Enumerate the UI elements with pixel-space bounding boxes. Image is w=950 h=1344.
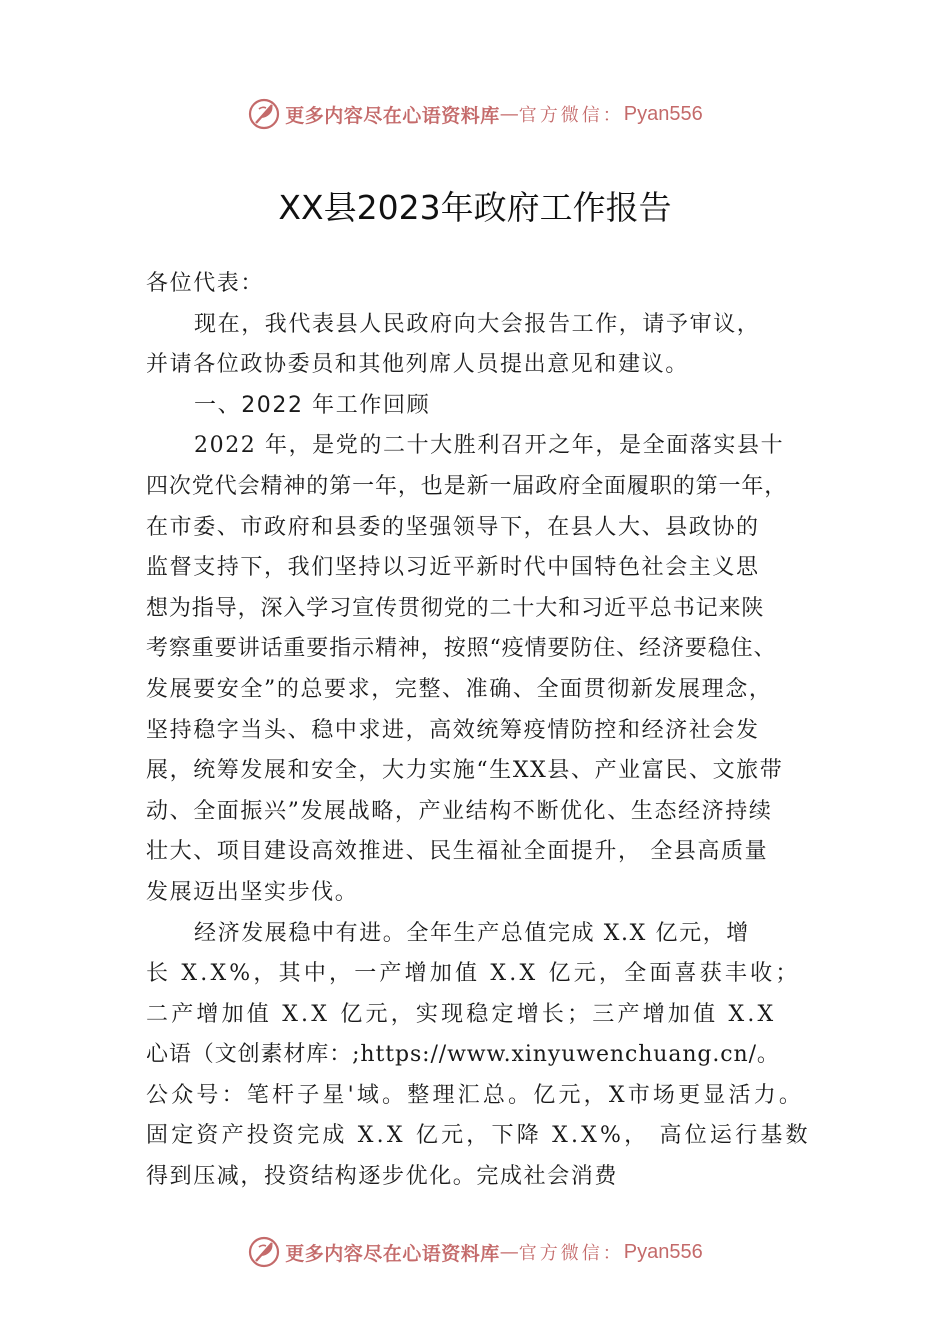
watermark-wechat-id: Pyan556	[623, 102, 703, 125]
body-line: 2022 年，是党的二十大胜利召开之年，是全面落实县十	[194, 433, 785, 459]
quill-logo-icon	[247, 1235, 281, 1269]
body-line: 发展迈出坚实步伐。	[146, 879, 359, 905]
watermark-separator: —	[499, 1241, 519, 1263]
body-line: 经济发展稳中有进。全年生产总值完成 X.X 亿元，增	[194, 920, 750, 946]
watermark-wechat-id: Pyan556	[623, 1240, 703, 1263]
body-line: 公众号：笔杆子星'域。整理汇总。亿元，X市场更显活力。	[146, 1082, 805, 1108]
body-line: 壮大、项目建设高效推进、民生福祉全面提升， 全县高质量	[146, 839, 769, 865]
footer-watermark	[0, 1232, 950, 1272]
body-line: 长 X.X%，其中，一产增加值 X.X 亿元，全面喜获丰收；	[146, 961, 801, 987]
body-line: 心语（文创素材库：;https://www.xinyuwenchuang.cn/。	[146, 1042, 780, 1068]
section-heading: 一、2022 年工作回顾	[194, 392, 431, 418]
watermark-wechat-label: 官方微信：	[518, 105, 624, 126]
body-line: 监督支持下，我们坚持以习近平新时代中国特色社会主义思	[146, 555, 760, 581]
body-line: 发展要安全”的总要求，完整、准确、全面贯彻新发展理念，	[146, 676, 773, 702]
salutation: 各位代表：	[146, 271, 265, 296]
document-title: XX县2023年政府工作报告	[278, 188, 672, 227]
watermark-main-text: 更多内容尽在心语资料库	[285, 104, 500, 127]
body-line: 并请各位政协委员和其他列席人员提出意见和建议。	[146, 352, 689, 378]
document-body	[146, 264, 836, 1198]
header-watermark	[0, 94, 950, 134]
quill-logo-icon	[247, 97, 281, 131]
body-line: 现在，我代表县人民政府向大会报告工作，请予审议，	[194, 311, 761, 337]
body-line: 展，统筹发展和安全，大力实施“生XX县、产业富民、文旅带	[146, 758, 784, 784]
watermark-separator: —	[499, 103, 519, 125]
body-line: 动、全面振兴”发展战略，产业结构不断优化、生态经济持续	[146, 798, 773, 824]
body-line: 固定资产投资完成 X.X 亿元，下降 X.X%， 高位运行基数	[146, 1123, 811, 1149]
watermark-main-text: 更多内容尽在心语资料库	[285, 1242, 500, 1265]
body-line: 在市委、市政府和县委的坚强领导下，在县人大、县政协的	[146, 514, 760, 540]
body-line: 考察重要讲话重要指示精神，按照“疫情要防住、经济要稳住、	[146, 636, 777, 662]
body-line: 四次党代会精神的第一年，也是新一届政府全面履职的第一年，	[146, 473, 788, 499]
body-line: 二产增加值 X.X 亿元，实现稳定增长；三产增加值 X.X	[146, 1001, 777, 1027]
body-line: 想为指导，深入学习宣传贯彻党的二十大和习近平总书记来陕	[146, 595, 765, 621]
body-line: 坚持稳字当头、稳中求进，高效统筹疫情防控和经济社会发	[146, 717, 760, 743]
body-line: 得到压减，投资结构逐步优化。完成社会消费	[146, 1164, 619, 1190]
watermark-wechat-label: 官方微信：	[518, 1243, 624, 1264]
